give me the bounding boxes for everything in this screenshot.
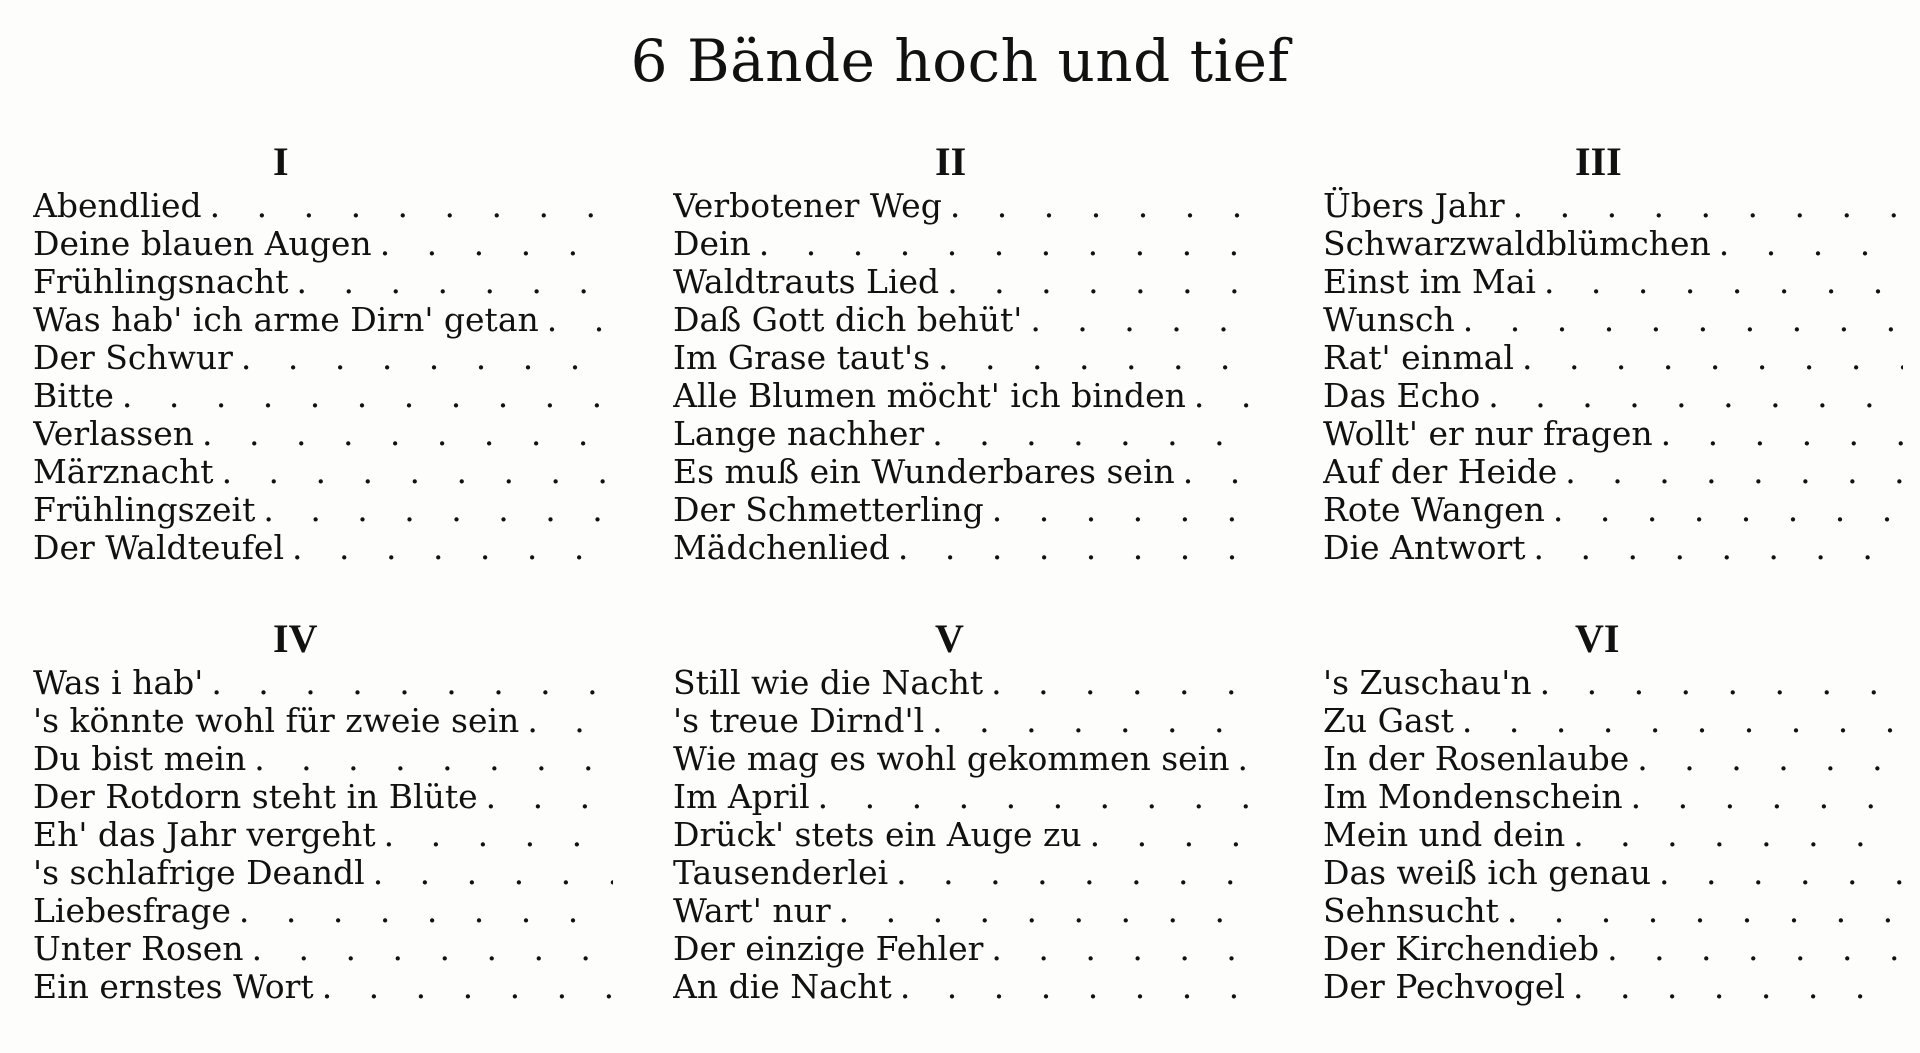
song-entry xyxy=(1323,778,1903,816)
song-entry xyxy=(1323,816,1903,854)
song-title: Ein ernstes Wort xyxy=(33,968,314,1006)
song-entry xyxy=(1323,491,1903,529)
dot-leader xyxy=(924,702,1253,740)
song-title: Der Waldteufel xyxy=(33,529,284,567)
song-title: Lange nachher xyxy=(673,415,925,453)
song-entry xyxy=(1323,263,1903,301)
dot-leader xyxy=(376,816,613,854)
dot-leader xyxy=(751,225,1253,263)
dot-leader xyxy=(892,968,1253,1006)
song-title: Der Schwur xyxy=(33,339,233,377)
song-entry xyxy=(673,854,1253,892)
song-entry xyxy=(33,778,613,816)
dot-leader xyxy=(1499,892,1903,930)
volume-2-song-list xyxy=(673,187,1253,567)
dot-leader xyxy=(478,778,613,816)
song-entry xyxy=(33,187,613,225)
song-entry xyxy=(1323,187,1903,225)
volume-2-label: II xyxy=(935,139,967,184)
song-entry xyxy=(33,453,613,491)
song-title: Der Rotdorn steht in Blüte xyxy=(33,778,478,816)
song-entry xyxy=(673,816,1253,854)
volume-5-label: V xyxy=(935,616,964,661)
dot-leader xyxy=(984,491,1253,529)
song-title: Es muß ein Wunderbares sein xyxy=(673,453,1175,491)
song-title: Märznacht xyxy=(33,453,214,491)
song-entry xyxy=(33,377,613,415)
song-title: Alle Blumen möcht' ich binden xyxy=(673,377,1186,415)
dot-leader xyxy=(1230,740,1253,778)
dot-leader xyxy=(1175,453,1253,491)
song-title: Eh' das Jahr vergeht xyxy=(33,816,376,854)
dot-leader xyxy=(202,187,613,225)
song-entry xyxy=(673,702,1253,740)
song-entry xyxy=(673,339,1253,377)
song-title: Im Mondenschein xyxy=(1323,778,1623,816)
song-title: Auf der Heide xyxy=(1323,453,1558,491)
song-title: Der einzige Fehler xyxy=(673,930,984,968)
song-title: Daß Gott dich behüt' xyxy=(673,301,1023,339)
song-entry xyxy=(33,968,613,1006)
dot-leader xyxy=(314,968,613,1006)
dot-leader xyxy=(810,778,1253,816)
song-entry xyxy=(33,664,613,702)
song-title: Übers Jahr xyxy=(1323,187,1505,225)
dot-leader xyxy=(939,263,1253,301)
song-entry xyxy=(1323,377,1903,415)
song-entry xyxy=(33,740,613,778)
song-entry xyxy=(1323,740,1903,778)
song-title: Drück' stets ein Auge zu xyxy=(673,816,1082,854)
song-entry xyxy=(673,664,1253,702)
dot-leader xyxy=(1623,778,1903,816)
song-title: Mein und dein xyxy=(1323,816,1566,854)
song-title: Der Schmetterling xyxy=(673,491,984,529)
song-title: Der Kirchendieb xyxy=(1323,930,1600,968)
dot-leader xyxy=(114,377,613,415)
song-entry xyxy=(33,854,613,892)
volume-2-section xyxy=(673,137,1253,567)
song-entry xyxy=(33,301,613,339)
song-entry xyxy=(33,491,613,529)
page-title: 6 Bände hoch und tief xyxy=(630,27,1290,95)
song-title: Schwarzwaldblümchen xyxy=(1323,225,1711,263)
song-title: Im April xyxy=(673,778,810,816)
dot-leader xyxy=(1505,187,1903,225)
song-entry xyxy=(673,377,1253,415)
song-title: Einst im Mai xyxy=(1323,263,1536,301)
dot-leader xyxy=(244,930,613,968)
dot-leader xyxy=(930,339,1253,377)
volume-5-song-list xyxy=(673,664,1253,1006)
volume-5-section xyxy=(673,614,1253,1006)
volume-4-song-list xyxy=(33,664,613,1006)
dot-leader xyxy=(983,664,1253,702)
song-title: 's schlafrige Deandl xyxy=(33,854,365,892)
dot-leader xyxy=(1536,263,1903,301)
song-entry xyxy=(673,301,1253,339)
song-title: An die Nacht xyxy=(673,968,892,1006)
dot-leader xyxy=(924,415,1253,453)
dot-leader xyxy=(1651,854,1903,892)
dot-leader xyxy=(1455,301,1903,339)
song-entry xyxy=(673,491,1253,529)
song-entry xyxy=(673,892,1253,930)
volume-1-section xyxy=(33,137,613,567)
dot-leader xyxy=(519,702,613,740)
song-title: Das Echo xyxy=(1323,377,1481,415)
song-title: Zu Gast xyxy=(1323,702,1454,740)
song-title: 's könnte wohl für zweie sein xyxy=(33,702,520,740)
song-entry xyxy=(1323,702,1903,740)
song-title: Unter Rosen xyxy=(33,930,244,968)
song-title: Bitte xyxy=(33,377,114,415)
song-entry xyxy=(1323,930,1903,968)
volume-3-song-list xyxy=(1323,187,1903,567)
dot-leader xyxy=(890,529,1253,567)
dot-leader xyxy=(1526,529,1903,567)
volume-6-section xyxy=(1323,614,1903,1006)
song-title: Wie mag es wohl gekommen sein xyxy=(673,740,1230,778)
song-entry xyxy=(1323,968,1903,1006)
song-entry xyxy=(673,930,1253,968)
volume-3-label: III xyxy=(1575,139,1622,184)
song-title: Deine blauen Augen xyxy=(33,225,372,263)
dot-leader xyxy=(255,491,613,529)
dot-leader xyxy=(194,415,613,453)
song-title: Wart' nur xyxy=(673,892,831,930)
song-entry xyxy=(673,968,1253,1006)
dot-leader xyxy=(372,225,613,263)
song-title: Abendlied xyxy=(33,187,202,225)
song-entry xyxy=(33,816,613,854)
song-entry xyxy=(33,930,613,968)
song-entry xyxy=(1323,664,1903,702)
song-title: Rote Wangen xyxy=(1323,491,1545,529)
dot-leader xyxy=(831,892,1253,930)
dot-leader xyxy=(1629,740,1903,778)
dot-leader xyxy=(1545,491,1903,529)
dot-leader xyxy=(1454,702,1903,740)
dot-leader xyxy=(284,529,613,567)
song-title: Das weiß ich genau xyxy=(1323,854,1652,892)
song-title: Sehnsucht xyxy=(1323,892,1499,930)
dot-leader xyxy=(365,854,613,892)
dot-leader xyxy=(233,339,613,377)
dot-leader xyxy=(1599,930,1903,968)
song-entry xyxy=(673,529,1253,567)
song-entry xyxy=(33,339,613,377)
song-entry xyxy=(1323,453,1903,491)
dot-leader xyxy=(1480,377,1903,415)
volume-6-label: VI xyxy=(1575,616,1620,661)
song-title: Waldtrauts Lied xyxy=(673,263,940,301)
volume-4-label: IV xyxy=(273,616,318,661)
song-title: Wunsch xyxy=(1323,301,1455,339)
volume-4-section xyxy=(33,614,613,1006)
song-entry xyxy=(33,529,613,567)
song-entry xyxy=(673,740,1253,778)
song-title: 's treue Dirnd'l xyxy=(673,702,925,740)
song-entry xyxy=(673,453,1253,491)
dot-leader xyxy=(1514,339,1903,377)
dot-leader xyxy=(1557,453,1903,491)
song-entry xyxy=(673,263,1253,301)
song-title: Im Grase taut's xyxy=(673,339,931,377)
song-title: Was hab' ich arme Dirn' getan xyxy=(33,301,539,339)
song-title: Still wie die Nacht xyxy=(673,664,984,702)
dot-leader xyxy=(214,453,613,491)
dot-leader xyxy=(1022,301,1253,339)
dot-leader xyxy=(1653,415,1903,453)
dot-leader xyxy=(539,301,613,339)
song-title: Wollt' er nur fragen xyxy=(1323,415,1653,453)
song-title: Dein xyxy=(673,225,751,263)
dot-leader xyxy=(289,263,613,301)
dot-leader xyxy=(203,664,613,702)
dot-leader xyxy=(983,930,1253,968)
song-entry xyxy=(1323,415,1903,453)
dot-leader xyxy=(1565,816,1903,854)
dot-leader xyxy=(1532,664,1903,702)
volume-1-label: I xyxy=(273,139,289,184)
dot-leader xyxy=(942,187,1253,225)
song-title: Frühlingsnacht xyxy=(33,263,289,301)
song-entry xyxy=(673,225,1253,263)
song-entry xyxy=(1323,301,1903,339)
song-title: Die Antwort xyxy=(1323,529,1526,567)
song-entry xyxy=(1323,854,1903,892)
song-title: Was i hab' xyxy=(33,664,204,702)
song-entry xyxy=(33,225,613,263)
dot-leader xyxy=(888,854,1253,892)
dot-leader xyxy=(1186,377,1253,415)
song-entry xyxy=(1323,339,1903,377)
song-title: 's Zuschau'n xyxy=(1323,664,1532,702)
dot-leader xyxy=(1082,816,1253,854)
song-title: Rat' einmal xyxy=(1323,339,1514,377)
song-title: Du bist mein xyxy=(33,740,247,778)
song-entry xyxy=(1323,529,1903,567)
song-entry xyxy=(33,415,613,453)
volume-6-song-list xyxy=(1323,664,1903,1006)
song-entry xyxy=(33,263,613,301)
song-title: Verbotener Weg xyxy=(673,187,942,225)
song-title: Liebesfrage xyxy=(33,892,231,930)
volume-1-song-list xyxy=(33,187,613,567)
song-title: Der Pechvogel xyxy=(1323,968,1565,1006)
song-entry xyxy=(1323,225,1903,263)
volume-3-section xyxy=(1323,137,1903,567)
song-title: Verlassen xyxy=(33,415,194,453)
song-title: In der Rosenlaube xyxy=(1323,740,1630,778)
dot-leader xyxy=(1711,225,1903,263)
dot-leader xyxy=(1565,968,1903,1006)
song-title: Tausenderlei xyxy=(673,854,889,892)
song-entry xyxy=(33,702,613,740)
dot-leader xyxy=(246,740,613,778)
song-entry xyxy=(673,187,1253,225)
dot-leader xyxy=(231,892,613,930)
song-entry xyxy=(673,415,1253,453)
song-entry xyxy=(1323,892,1903,930)
song-entry xyxy=(33,892,613,930)
song-title: Mädchenlied xyxy=(673,529,890,567)
song-title: Frühlingszeit xyxy=(33,491,256,529)
song-entry xyxy=(673,778,1253,816)
